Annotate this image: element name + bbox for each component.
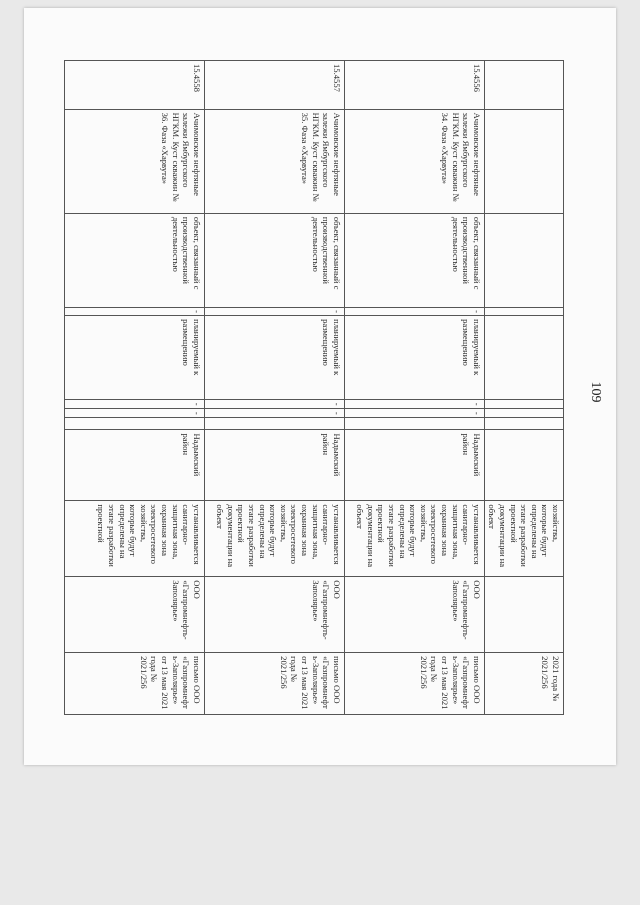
cell-empty [484,409,563,418]
cell-status: планируемый к размещению [204,316,344,400]
cell-dash: - [204,400,344,409]
cell-district: Надымский район [64,430,204,501]
cell-empty [484,308,563,316]
cell-dash: - [64,409,204,418]
cell-dash: - [64,308,204,316]
cell-empty [484,577,563,653]
cell-zone: устанавливается санитарно-защитная зона, охранная зона электросетевого хозяйства, которые будут определены на этапе разработки проектной документации на объект [204,501,344,577]
cell-dash: - [344,409,484,418]
cell-dash: - [344,308,484,316]
cell-source: письмо ООО «Газпромнефть-Заполярье» от 13 мая 2021 года № 2021/256 [64,653,204,715]
cell-empty [484,430,563,501]
cell-empty [484,316,563,400]
cell-object-name: Ачимовские нефтяные залежи Ямбургского НГКМ. Куст скважин № 36. Фаза «Харвута» [64,109,204,213]
objects-table [64,60,564,715]
table-row-continued [484,61,563,715]
table-row [64,61,204,715]
cell-source: 2021 года № 2021/256 [484,653,563,715]
cell-source: письмо ООО «Газпромнефть-Заполярье» от 13 мая 2021 года № 2021/256 [204,653,344,715]
cell-dash: - [204,409,344,418]
cell-empty [484,400,563,409]
cell-purpose: объект, связанный с производственной деятельностью [344,213,484,307]
cell-dash: - [204,308,344,316]
cell-organization: ООО «Газпромнефть-Заполярье» [204,577,344,653]
cell-empty [484,61,563,110]
cell-organization: ООО «Газпромнефть-Заполярье» [64,577,204,653]
cell-empty [344,418,484,430]
cell-empty [484,418,563,430]
cell-zone: устанавливается санитарно-защитная зона, охранная зона электросетевого хозяйства, которые будут определены на этапе разработки проектной документации на объект [344,501,484,577]
cell-district: Надымский район [204,430,344,501]
cell-empty [484,213,563,307]
cell-organization: ООО «Газпромнефть-Заполярье» [344,577,484,653]
cell-dash: - [64,400,204,409]
cell-zone: хозяйства, которые будут определены на этапе разработки проектной документации на объект [484,501,563,577]
cell-status: планируемый к размещению [64,316,204,400]
cell-zone: устанавливается санитарно-защитная зона, охранная зона электросетевого хозяйства, которые будут определены на этапе разработки проектной [64,501,204,577]
cell-number: 15.4558 [64,61,204,110]
cell-status: планируемый к размещению [344,316,484,400]
cell-purpose: объект, связанный с производственной деятельностью [64,213,204,307]
cell-empty [204,418,344,430]
table-row [344,61,484,715]
cell-object-name: Ачимовские нефтяные залежи Ямбургского НГКМ. Куст скважин № 34. Фаза «Харвута» [344,109,484,213]
cell-dash: - [344,400,484,409]
rotated-content [24,8,616,765]
cell-number: 15.4556 [344,61,484,110]
document-page [24,8,616,765]
cell-object-name: Ачимовские нефтяные залежи Ямбургского НГКМ. Куст скважин № 35. Фаза «Харвута» [204,109,344,213]
cell-purpose: объект, связанный с производственной деятельностью [204,213,344,307]
cell-district: Надымский район [344,430,484,501]
table-body [64,61,563,715]
cell-number: 15.4557 [204,61,344,110]
table-row [204,61,344,715]
cell-empty [64,418,204,430]
page-number: 109 [588,381,603,403]
cell-empty [484,109,563,213]
cell-source: письмо ООО «Газпромнефть-Заполярье» от 13 мая 2021 года № 2021/256 [344,653,484,715]
